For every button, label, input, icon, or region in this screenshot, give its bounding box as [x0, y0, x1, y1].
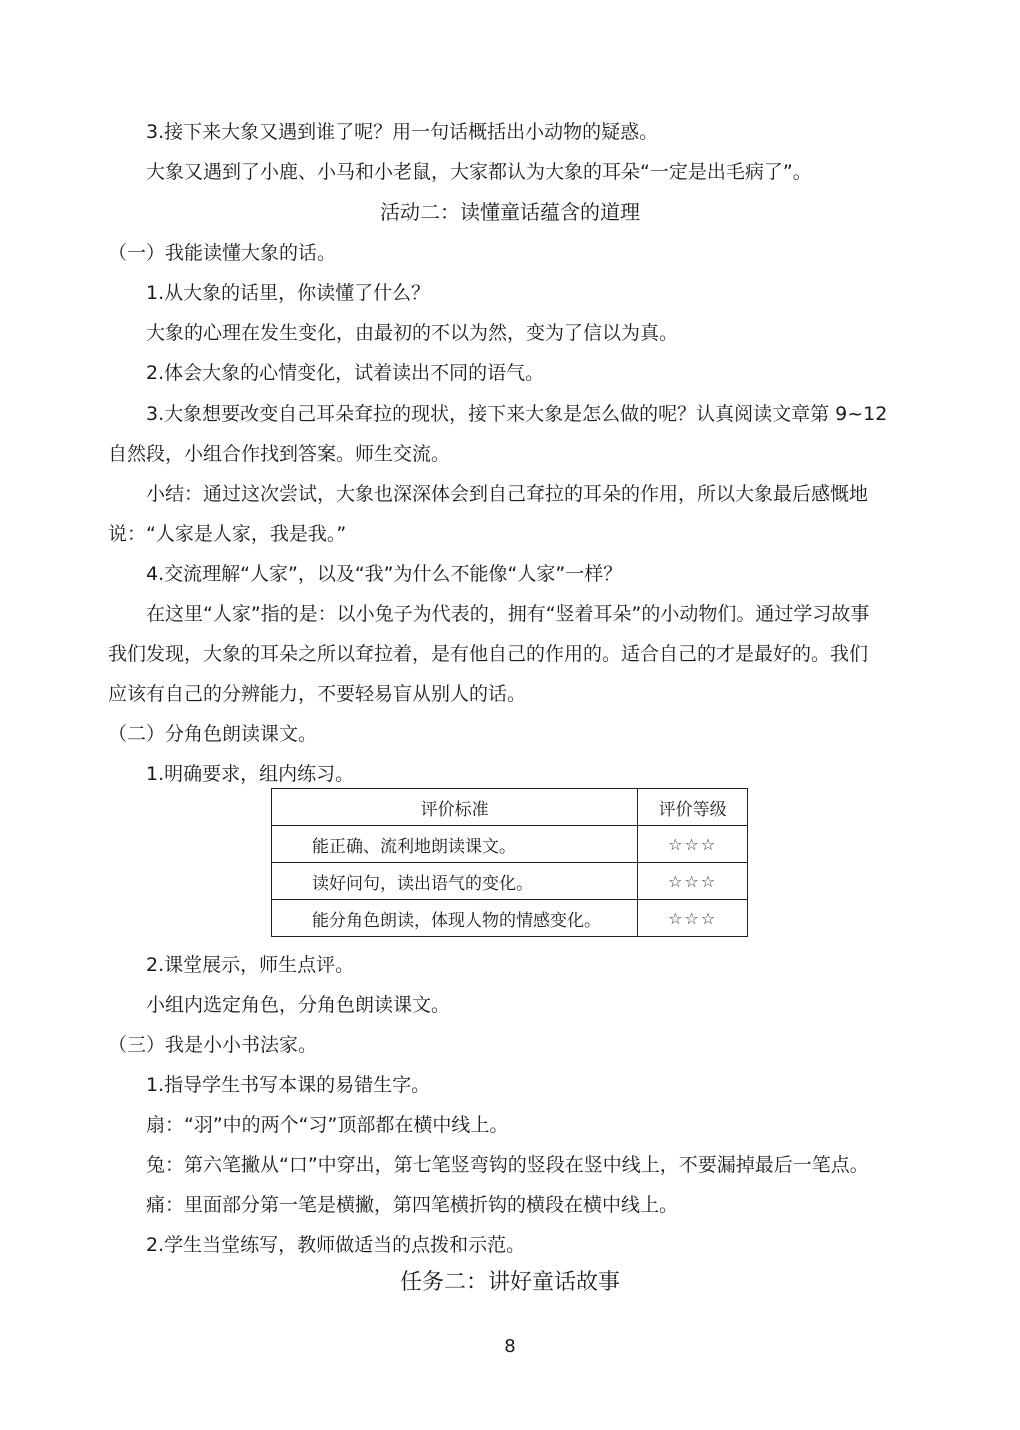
- section-2-item-1: 1.明确要求，组内练习。: [146, 763, 355, 785]
- table-row: [272, 826, 748, 863]
- column-header-rating: 评价等级: [638, 789, 748, 826]
- column-header-criteria: 评价标准: [272, 789, 638, 826]
- summary-line-2: 说：“人家是人家，我是我。”: [108, 523, 347, 545]
- section-1-question-3-line-1: 3.大象想要改变自己耳朵耷拉的现状，接下来大象是怎么做的呢？认真阅读文章第 9~12: [146, 403, 888, 425]
- criterion-cell: 读好问句，读出语气的变化。: [272, 863, 638, 900]
- table-header-row: [272, 789, 748, 826]
- character-note-tu: 兔：第六笔撇从“口”中穿出，第七笔竖弯钩的竖段在竖中线上，不要漏掉最后一笔点。: [146, 1154, 869, 1176]
- section-1-heading: （一）我能读懂大象的话。: [108, 242, 337, 264]
- section-1-question-4: 4.交流理解“人家”，以及“我”为什么不能像“人家”一样？: [146, 563, 623, 585]
- section-1-question-2: 2.体会大象的心情变化，试着读出不同的语气。: [146, 362, 545, 384]
- rating-cell: ☆☆☆: [638, 826, 748, 863]
- answer-3: 大象又遇到了小鹿、小马和小老鼠，大家都认为大象的耳朵“一定是出毛病了”。: [146, 161, 812, 183]
- section-3-item-1: 1.指导学生书写本课的易错生字。: [146, 1074, 431, 1096]
- answer-4-line-2: 我们发现，大象的耳朵之所以耷拉着，是有他自己的作用的。适合自己的才是最好的。我们: [108, 643, 869, 665]
- section-1-question-1: 1.从大象的话里，你读懂了什么？: [146, 282, 431, 304]
- section-1-question-3-line-2: 自然段，小组合作找到答案。师生交流。: [108, 443, 451, 465]
- section-2-heading: （二）分角色朗读课文。: [108, 723, 318, 745]
- section-2-item-2: 2.课堂展示，师生点评。: [146, 954, 355, 976]
- section-2-answer-2: 小组内选定角色，分角色朗读课文。: [146, 994, 451, 1016]
- table-row: [272, 863, 748, 900]
- task-2-title: 任务二：讲好童话故事: [399, 1270, 620, 1295]
- answer-4-line-1: 在这里“人家”指的是：以小兔子为代表的，拥有“竖着耳朵”的小动物们。通过学习故事: [146, 603, 870, 625]
- criterion-cell: 能正确、流利地朗读课文。: [272, 826, 638, 863]
- section-1-answer-1: 大象的心理在发生变化，由最初的不以为然，变为了信以为真。: [146, 322, 679, 344]
- evaluation-table: [271, 788, 748, 937]
- section-3-item-2: 2.学生当堂练写，教师做适当的点拨和示范。: [146, 1234, 526, 1256]
- activity-2-title: 活动二：读懂童话蕴含的道理: [380, 200, 640, 224]
- section-3-heading: （三）我是小小书法家。: [108, 1034, 318, 1056]
- summary-line-1: 小结：通过这次尝试，大象也深深体会到自己耷拉的耳朵的作用，所以大象最后感慨地: [146, 483, 869, 505]
- rating-cell: ☆☆☆: [638, 863, 748, 900]
- table-row: [272, 900, 748, 937]
- page-number: 8: [504, 1336, 516, 1357]
- answer-4-line-3: 应该有自己的分辨能力，不要轻易盲从别人的话。: [108, 683, 527, 705]
- question-3: 3.接下来大象又遇到谁了呢？用一句话概括出小动物的疑惑。: [146, 121, 659, 143]
- rating-cell: ☆☆☆: [638, 900, 748, 937]
- criterion-cell: 能分角色朗读，体现人物的情感变化。: [272, 900, 638, 937]
- character-note-tong: 痛：里面部分第一笔是横撇，第四笔横折钩的横段在横中线上。: [146, 1194, 679, 1216]
- character-note-shan: 扇：“羽”中的两个“习”顶部都在横中线上。: [146, 1114, 509, 1136]
